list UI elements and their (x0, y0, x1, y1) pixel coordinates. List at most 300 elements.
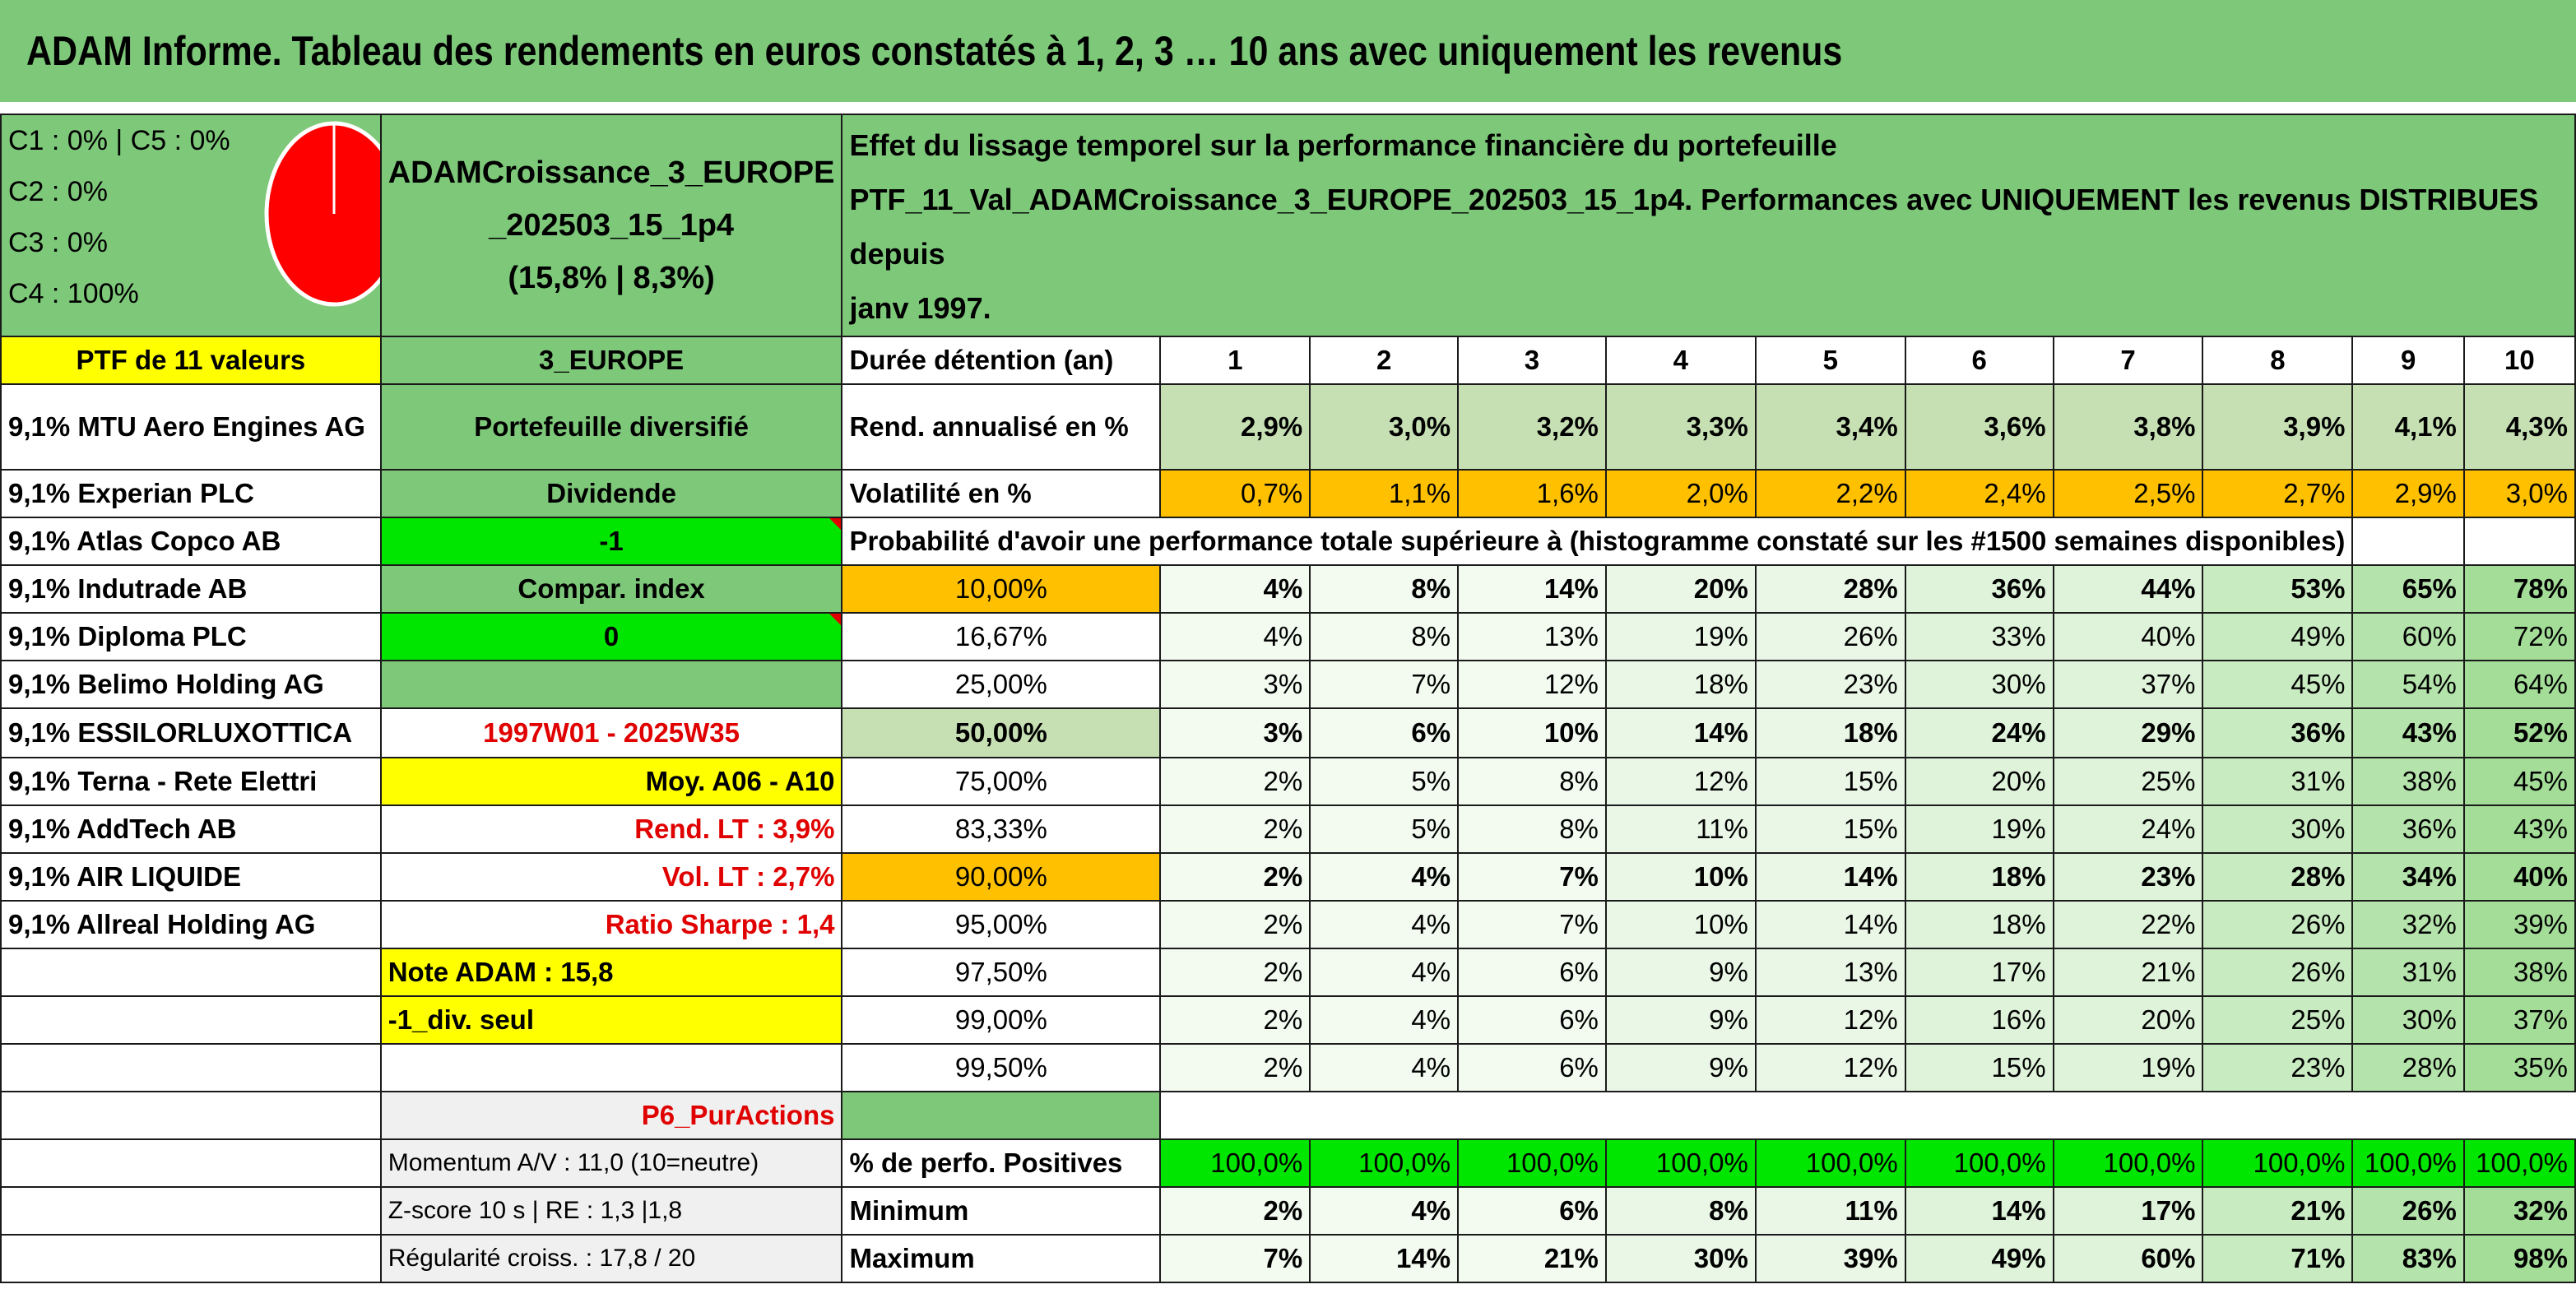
proba-value-text: 23% (2141, 861, 2196, 892)
empty-cell (381, 1044, 842, 1092)
proba-value-text: 30% (2402, 1004, 2457, 1035)
vol-value (2054, 470, 2203, 517)
adam-note-text: Note ADAM : 15,8 (388, 957, 614, 987)
holding-item (1, 517, 381, 565)
min-value-text: 21% (2291, 1195, 2346, 1226)
proba-value (2054, 565, 2203, 613)
holding-text: 9,1% AddTech AB (8, 814, 237, 844)
proba-value-text: 26% (1843, 621, 1898, 651)
proba-value (1756, 996, 1905, 1044)
proba-value (2464, 853, 2575, 901)
proba-value-text: 38% (2402, 766, 2457, 796)
proba-value-text: 7% (1559, 861, 1599, 892)
proba-value (2054, 948, 2203, 996)
proba-value (1160, 661, 1310, 708)
holding-item (1, 805, 381, 853)
adam-note (381, 948, 842, 996)
proba-value-text: 19% (1991, 814, 2046, 844)
proba-value (1310, 901, 1458, 948)
proba-value-text: 30% (1991, 669, 2046, 699)
proba-value (1160, 901, 1310, 948)
proba-value-text: 32% (2402, 909, 2457, 939)
proba-value (2352, 948, 2463, 996)
proba-value (1606, 996, 1756, 1044)
spacer-cell (842, 1092, 1160, 1139)
proba-value-text: 19% (1693, 621, 1748, 651)
holding-text: 9,1% Atlas Copco AB (8, 526, 281, 556)
proba-value (1606, 708, 1756, 758)
proba-threshold (842, 565, 1160, 613)
proba-value (1310, 853, 1458, 901)
proba-value-text: 10% (1693, 909, 1748, 939)
proba-value (2054, 661, 2203, 708)
proba-threshold-text: 16,67% (954, 621, 1047, 651)
max-value (1458, 1235, 1606, 1282)
pos-value (1756, 1139, 1905, 1187)
proba-value (1310, 613, 1458, 661)
proba-value (1756, 805, 1905, 853)
min-value-text: 11% (1845, 1195, 1898, 1226)
max-value-text: 83% (2402, 1243, 2457, 1273)
holding-item (1, 853, 381, 901)
proba-value (1905, 805, 2054, 853)
proba-value (2202, 901, 2352, 948)
holding-item (1, 565, 381, 613)
holding-text: 9,1% MTU Aero Engines AG (8, 411, 365, 442)
proba-value (2352, 708, 2463, 758)
pos-value-text: 100,0% (1953, 1148, 2046, 1178)
header-line: PTF_11_Val_ADAMCroissance_3_EUROPE_202503_15_1p4. Performances avec UNIQUEMENT les revenus DISTRIBUES depuis (849, 183, 2539, 271)
proba-value (2202, 758, 2352, 805)
max-value-text: 7% (1263, 1243, 1303, 1273)
proba-value-text: 15% (1843, 766, 1898, 796)
year-header-text: 9 (2400, 345, 2416, 375)
proba-value (1905, 661, 2054, 708)
rend-value-text: 3,6% (1984, 411, 2046, 442)
rend-value-text: 4,1% (2394, 411, 2457, 442)
proba-value (1756, 948, 1905, 996)
proba-value (2464, 758, 2575, 805)
ptf-label (1, 336, 381, 384)
proba-value (1160, 948, 1310, 996)
proba-value (2202, 613, 2352, 661)
proba-value (1905, 613, 2054, 661)
proba-value (2464, 565, 2575, 613)
empty-cell (1160, 1092, 2575, 1139)
vol-value-text: 2,7% (2283, 478, 2346, 508)
vol-value (1756, 470, 1905, 517)
proba-value (1310, 708, 1458, 758)
proba-value-text: 28% (1843, 573, 1898, 604)
max-value-text: 39% (1843, 1243, 1898, 1273)
max-value-text: 49% (1991, 1243, 2046, 1273)
year-header-text: 6 (1971, 345, 1987, 375)
proba-value (1756, 708, 1905, 758)
proba-value-text: 2% (1263, 861, 1303, 892)
proba-value-text: 43% (2402, 717, 2457, 748)
proba-value (1756, 853, 1905, 901)
proba-value (1606, 1044, 1756, 1092)
year-header (1905, 336, 2054, 384)
proba-value-text: 21% (2141, 957, 2196, 987)
proba-value-text: 33% (1991, 621, 2046, 651)
compar-label-text: Compar. index (518, 573, 705, 604)
max-value-text: 21% (1543, 1243, 1599, 1273)
proba-value (1606, 901, 1756, 948)
year-header (1458, 336, 1606, 384)
empty-cell (1, 1187, 381, 1235)
rend-value (2352, 384, 2463, 470)
pos-value-text: 100,0% (1210, 1148, 1303, 1178)
proba-value-text: 45% (2291, 669, 2346, 699)
duration-label-text: Durée détention (an) (849, 345, 1114, 375)
proba-value-text: 6% (1411, 717, 1451, 748)
vol-value (2202, 470, 2352, 517)
year-header-text: 2 (1376, 345, 1392, 375)
proba-value-text: 25% (2141, 766, 2196, 796)
proba-value-text: 8% (1559, 766, 1599, 796)
proba-value-text: 6% (1559, 1052, 1599, 1083)
vol-value-text: 1,1% (1388, 478, 1451, 508)
proba-value (1756, 1044, 1905, 1092)
period-range-text: 1997W01 - 2025W35 (483, 717, 740, 748)
dividende-value-text: -1 (599, 526, 624, 556)
proba-value-text: 14% (1693, 717, 1748, 748)
proba-value-text: 25% (2291, 1004, 2346, 1035)
vol-label-text: Volatilité en % (849, 478, 1032, 508)
proba-value (1310, 805, 1458, 853)
allocation-line: C1 : 0% | C5 : 0% (8, 125, 230, 156)
report-title (0, 0, 2576, 102)
proba-threshold-text: 50,00% (954, 717, 1047, 748)
proba-value-text: 37% (2513, 1004, 2568, 1035)
proba-value-text: 18% (1991, 861, 2046, 892)
div-seul (381, 996, 842, 1044)
duration-label (842, 336, 1160, 384)
pur-actions-text: P6_PurActions (641, 1100, 835, 1130)
fund-name-line: ADAMCroissance_3_EUROPE (388, 155, 835, 190)
proba-value-text: 18% (1843, 717, 1898, 748)
proba-value (1756, 661, 1905, 708)
proba-value-text: 16% (1991, 1004, 2046, 1035)
year-header-text: 10 (2504, 345, 2535, 375)
proba-value-text: 28% (2291, 861, 2346, 892)
pos-value (1458, 1139, 1606, 1187)
pos-label (842, 1139, 1160, 1187)
pur-actions (381, 1092, 842, 1139)
pos-value-text: 100,0% (1358, 1148, 1451, 1178)
proba-value (1606, 948, 1756, 996)
proba-value-text: 24% (2141, 814, 2196, 844)
holding-text: 9,1% ESSILORLUXOTTICA (8, 717, 353, 748)
vol-lt (381, 853, 842, 901)
max-value (2352, 1235, 2463, 1282)
max-value (1756, 1235, 1905, 1282)
dividende-label (381, 470, 842, 517)
proba-value (1905, 853, 2054, 901)
pos-value (2202, 1139, 2352, 1187)
compar-label (381, 565, 842, 613)
proba-value (1756, 758, 1905, 805)
proba-value (2352, 613, 2463, 661)
year-header-text: 7 (2120, 345, 2136, 375)
proba-value (2352, 901, 2463, 948)
holding-text: 9,1% Belimo Holding AG (8, 669, 324, 699)
proba-value-text: 26% (2291, 909, 2346, 939)
proba-value (2464, 661, 2575, 708)
proba-value (1458, 805, 1606, 853)
proba-value-text: 8% (1559, 814, 1599, 844)
proba-value (2202, 996, 2352, 1044)
pos-value-text: 100,0% (1805, 1148, 1898, 1178)
proba-value-text: 65% (2402, 573, 2457, 604)
proba-value-text: 39% (2513, 909, 2568, 939)
vol-value (1160, 470, 1310, 517)
proba-value (1905, 901, 2054, 948)
year-header (2464, 336, 2575, 384)
max-label (842, 1235, 1160, 1282)
proba-value-text: 38% (2513, 957, 2568, 987)
proba-value (1606, 613, 1756, 661)
proba-value-text: 12% (1843, 1052, 1898, 1083)
momentum (381, 1139, 842, 1187)
proba-value-text: 3% (1263, 717, 1303, 748)
max-value (1606, 1235, 1756, 1282)
rend-value-text: 3,4% (1836, 411, 1898, 442)
proba-value-text: 45% (2513, 766, 2568, 796)
portfolio-type (381, 384, 842, 470)
proba-threshold (842, 758, 1160, 805)
rend-value-text: 3,0% (1388, 411, 1451, 442)
period-range (381, 708, 842, 758)
holding-item (1, 901, 381, 948)
sharpe-ratio-text: Ratio Sharpe : 1,4 (605, 909, 835, 939)
proba-value-text: 13% (1843, 957, 1898, 987)
min-value-text: 17% (2141, 1195, 2196, 1226)
proba-value-text: 6% (1559, 957, 1599, 987)
compar-value-text: 0 (603, 621, 620, 651)
proba-value (1160, 996, 1310, 1044)
proba-value-text: 12% (1843, 1004, 1898, 1035)
proba-value-text: 11% (1696, 814, 1748, 844)
proba-label (842, 517, 2352, 565)
proba-value (1905, 996, 2054, 1044)
proba-value (1160, 565, 1310, 613)
proba-value (1310, 948, 1458, 996)
max-value-text: 71% (2291, 1243, 2346, 1273)
proba-threshold (842, 708, 1160, 758)
min-value-text: 4% (1411, 1195, 1451, 1226)
proba-value (1756, 613, 1905, 661)
rend-value (2464, 384, 2575, 470)
proba-value (1606, 805, 1756, 853)
year-header-text: 4 (1673, 345, 1689, 375)
proba-value (2464, 708, 2575, 758)
proba-value (2202, 708, 2352, 758)
year-header (2352, 336, 2463, 384)
pie-chart-icon (263, 120, 381, 308)
proba-value (2352, 805, 2463, 853)
proba-threshold (842, 996, 1160, 1044)
proba-value (2464, 613, 2575, 661)
pos-value-text: 100,0% (2364, 1148, 2457, 1178)
proba-threshold (842, 805, 1160, 853)
vol-value (2464, 470, 2575, 517)
allocation-line: C4 : 100% (8, 278, 139, 309)
rend-value (1160, 384, 1310, 470)
proba-value-text: 4% (1411, 957, 1451, 987)
proba-value-text: 8% (1411, 621, 1451, 651)
proba-value-text: 9% (1709, 957, 1748, 987)
proba-value-text: 31% (2402, 957, 2457, 987)
vol-value-text: 2,9% (2394, 478, 2457, 508)
proba-value-text: 13% (1543, 621, 1599, 651)
proba-value-text: 37% (2141, 669, 2196, 699)
proba-value (2464, 948, 2575, 996)
rend-value-text: 3,9% (2283, 411, 2346, 442)
pos-value (1606, 1139, 1756, 1187)
proba-threshold-text: 99,00% (954, 1004, 1047, 1035)
holding-text: 9,1% AIR LIQUIDE (8, 861, 241, 892)
proba-value-text: 18% (1991, 909, 2046, 939)
min-value-text: 32% (2513, 1195, 2568, 1226)
proba-value (1606, 758, 1756, 805)
proba-value (1160, 853, 1310, 901)
pos-value (1905, 1139, 2054, 1187)
min-value (1160, 1187, 1310, 1235)
fund-name-cell (381, 114, 842, 336)
holding-item (1, 613, 381, 661)
proba-value-text: 19% (2141, 1052, 2196, 1083)
proba-threshold-text: 99,50% (954, 1052, 1047, 1083)
proba-value-text: 40% (2141, 621, 2196, 651)
vol-value-text: 2,4% (1984, 478, 2046, 508)
rend-value-text: 3,2% (1536, 411, 1599, 442)
proba-value-text: 3% (1263, 669, 1303, 699)
vol-value (2352, 470, 2463, 517)
header-line: Effet du lissage temporel sur la performance financière du portefeuille (849, 128, 1837, 162)
allocation-cell (1, 114, 381, 336)
proba-value-text: 49% (2291, 621, 2346, 651)
proba-value (1310, 565, 1458, 613)
zscore (381, 1187, 842, 1235)
min-value-text: 14% (1991, 1195, 2046, 1226)
proba-value (2054, 1044, 2203, 1092)
proba-value-text: 6% (1559, 1004, 1599, 1035)
pos-value-text: 100,0% (2253, 1148, 2346, 1178)
proba-value (2352, 996, 2463, 1044)
proba-threshold-text: 25,00% (954, 669, 1047, 699)
proba-threshold-text: 97,50% (954, 957, 1047, 987)
proba-value-text: 7% (1559, 909, 1599, 939)
proba-value (1905, 948, 2054, 996)
proba-value-text: 23% (1843, 669, 1898, 699)
pos-value-text: 100,0% (2103, 1148, 2196, 1178)
empty-cell (1, 1139, 381, 1187)
fund-name-line: _202503_15_1p4 (489, 208, 735, 243)
proba-value-text: 31% (2291, 766, 2346, 796)
proba-threshold (842, 661, 1160, 708)
year-header (1606, 336, 1756, 384)
vol-value (1458, 470, 1606, 517)
proba-value (1310, 996, 1458, 1044)
empty-cell (2464, 517, 2575, 565)
proba-value (1756, 565, 1905, 613)
rend-value (1458, 384, 1606, 470)
min-value-text: 26% (2402, 1195, 2457, 1226)
rend-value-text: 3,8% (2133, 411, 2196, 442)
vol-lt-text: Vol. LT : 2,7% (661, 861, 835, 892)
proba-value-text: 4% (1263, 621, 1303, 651)
min-value (1756, 1187, 1905, 1235)
proba-value (2054, 613, 2203, 661)
sharpe-ratio (381, 901, 842, 948)
proba-value-text: 12% (1693, 766, 1748, 796)
dividende-value (381, 517, 842, 565)
proba-value-text: 14% (1843, 861, 1898, 892)
proba-value (2464, 805, 2575, 853)
regularite (381, 1235, 842, 1282)
proba-value-text: 8% (1411, 573, 1451, 604)
proba-threshold (842, 1044, 1160, 1092)
proba-value-text: 54% (2402, 669, 2457, 699)
pos-label-text: % de perfo. Positives (849, 1148, 1123, 1178)
pos-value (2352, 1139, 2463, 1187)
proba-value-text: 9% (1709, 1004, 1748, 1035)
proba-value-text: 17% (1991, 957, 2046, 987)
vol-value (1310, 470, 1458, 517)
holding-item (1, 708, 381, 758)
proba-threshold-text: 75,00% (954, 766, 1047, 796)
rend-lt (381, 805, 842, 853)
holding-text: 9,1% Diploma PLC (8, 621, 247, 651)
moy-label-text: Moy. A06 - A10 (645, 766, 835, 796)
proba-value-text: 53% (2291, 573, 2346, 604)
proba-value-text: 2% (1263, 814, 1303, 844)
min-value-text: 6% (1559, 1195, 1599, 1226)
proba-value-text: 40% (2513, 861, 2568, 892)
proba-value-text: 30% (2291, 814, 2346, 844)
proba-value-text: 4% (1411, 861, 1451, 892)
proba-value-text: 5% (1411, 766, 1451, 796)
min-value (1310, 1187, 1458, 1235)
holding-text: 9,1% Allreal Holding AG (8, 909, 316, 939)
proba-value (2352, 1044, 2463, 1092)
vol-value-text: 1,6% (1536, 478, 1599, 508)
year-header-text: 5 (1822, 345, 1838, 375)
vol-value-text: 2,5% (2133, 478, 2196, 508)
proba-value (1458, 901, 1606, 948)
proba-value-text: 4% (1411, 1004, 1451, 1035)
proba-value (2464, 996, 2575, 1044)
proba-value-text: 2% (1263, 909, 1303, 939)
proba-value (2054, 708, 2203, 758)
proba-value-text: 36% (2402, 814, 2457, 844)
proba-value (1458, 853, 1606, 901)
vol-value-text: 0,7% (1241, 478, 1303, 508)
max-label-text: Maximum (849, 1243, 975, 1273)
pos-value-text: 100,0% (1506, 1148, 1599, 1178)
pos-value-text: 100,0% (1655, 1148, 1748, 1178)
proba-value-text: 22% (2141, 909, 2196, 939)
proba-threshold (842, 853, 1160, 901)
vol-value-text: 2,2% (1836, 478, 1898, 508)
proba-value-text: 7% (1411, 669, 1451, 699)
proba-value (1310, 661, 1458, 708)
regularite-text: Régularité croiss. : 17,8 / 20 (388, 1245, 696, 1272)
proba-value-text: 26% (2291, 957, 2346, 987)
max-value (1310, 1235, 1458, 1282)
